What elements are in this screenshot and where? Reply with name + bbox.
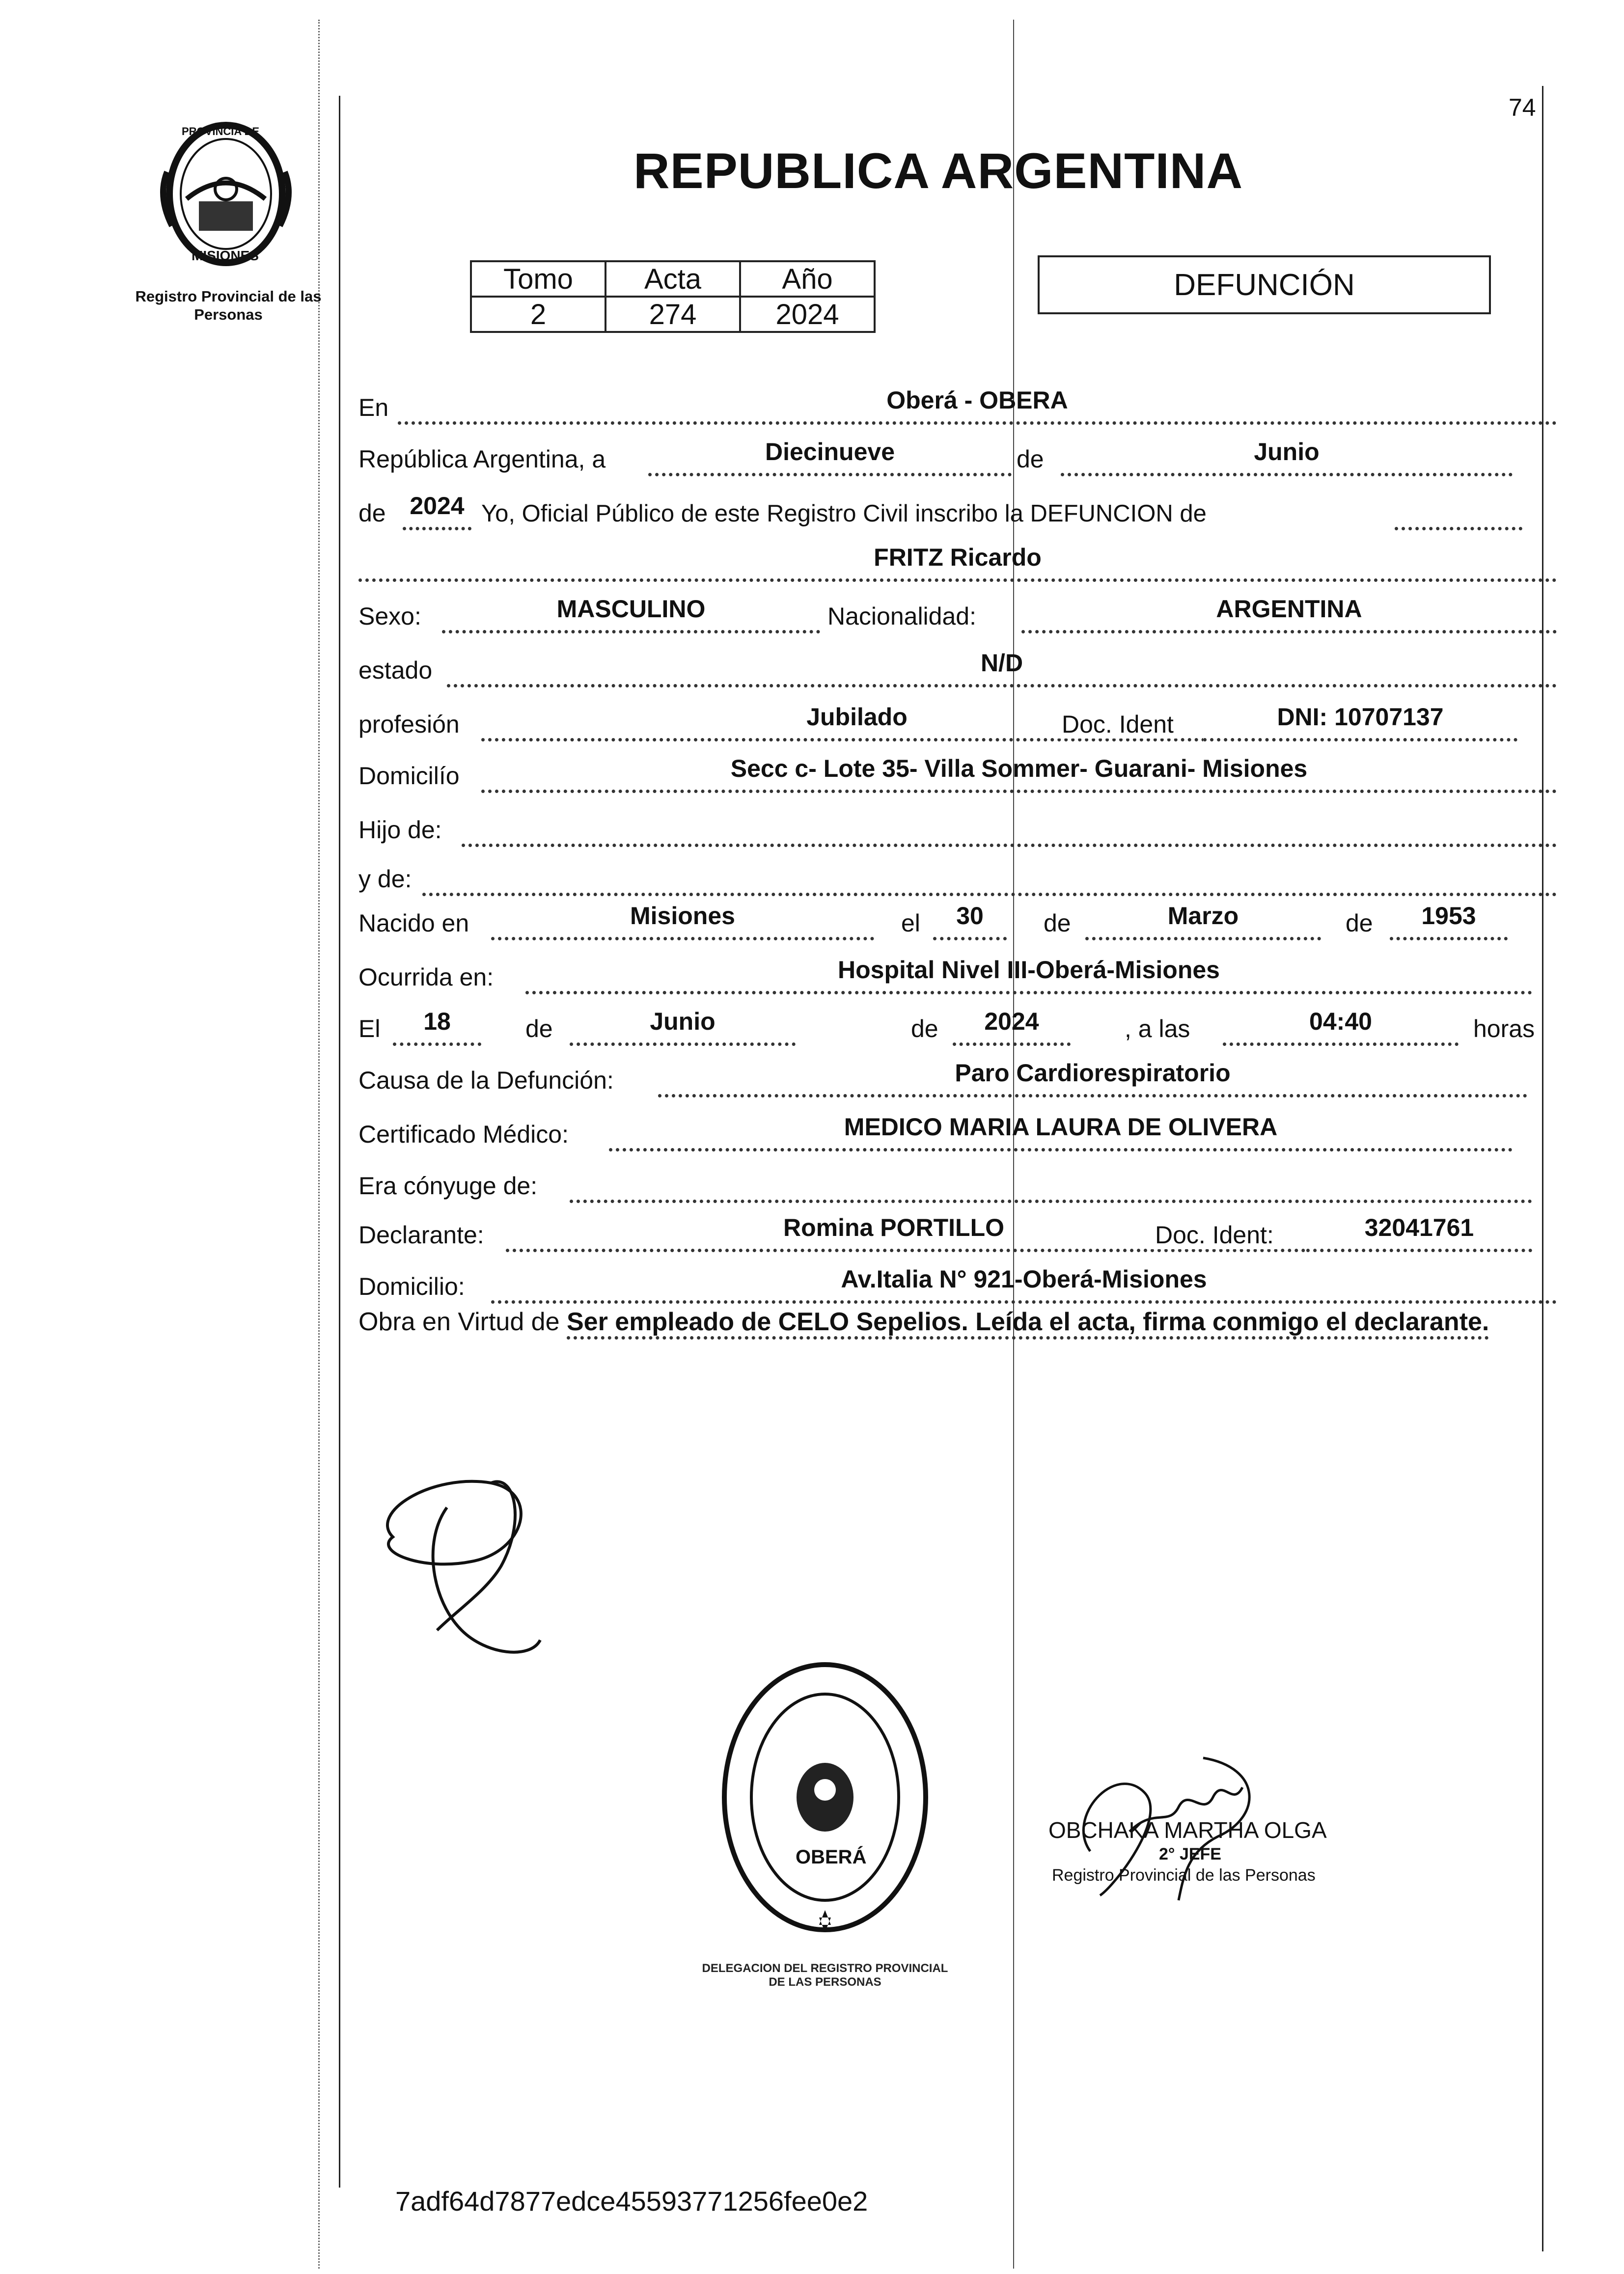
row-profesion — [358, 697, 1557, 744]
label-domicilio: Domicilío — [358, 762, 460, 790]
label-en: En — [358, 394, 389, 421]
label-doc-ident-declarante: Doc. Ident: — [1149, 1221, 1280, 1249]
label-de-2: de — [358, 499, 386, 527]
label-y-de: y de: — [358, 865, 412, 893]
label-estado: estado — [358, 657, 433, 684]
volume-acta: 274 — [606, 297, 740, 332]
row-conyuge — [358, 1159, 1557, 1206]
record-type: DEFUNCIÓN — [1174, 268, 1355, 302]
row-estado — [358, 643, 1557, 690]
document-title: REPUBLICA ARGENTINA — [633, 143, 1243, 199]
field-causa: Paro Cardiorespiratorio — [658, 1059, 1527, 1097]
field-fallecido-anio: 2024 — [953, 1007, 1071, 1046]
volume-table — [470, 260, 876, 333]
label-obra: Obra en Virtud de — [358, 1308, 560, 1336]
volume-header-acta: Acta — [606, 261, 740, 297]
row-fecha — [358, 432, 1557, 479]
field-nacionalidad: ARGENTINA — [1021, 595, 1557, 633]
field-anio: 2024 — [403, 492, 471, 530]
left-margin-dotted-rule — [318, 20, 320, 2269]
field-declarante-domicilio: Av.Italia N° 921-Oberá-Misiones — [491, 1265, 1557, 1304]
field-obra: Ser empleado de CELO Sepelios. Leída el acta, firma conmigo el declarante. — [567, 1308, 1489, 1340]
label-hijo-de: Hijo de: — [358, 816, 442, 844]
seal-top-text: PROVINCIA DE — [182, 125, 260, 137]
field-dia-letras: Diecinueve — [648, 438, 1012, 476]
label-nacionalidad: Nacionalidad: — [827, 603, 976, 630]
official-name: OBCHAKA MARTHA OLGA — [1048, 1817, 1327, 1843]
field-fallecido-dia: 18 — [393, 1007, 481, 1046]
label-causa: Causa de la Defunción: — [358, 1067, 614, 1094]
label-el-nacido: el — [901, 909, 920, 937]
field-ocurrida-en: Hospital Nivel III-Oberá-Misiones — [525, 956, 1532, 994]
label-declarante: Declarante: — [358, 1221, 484, 1249]
row-y-de — [358, 852, 1557, 899]
label-nacido-en: Nacido en — [358, 909, 469, 937]
field-documento: DNI: 10707137 — [1203, 703, 1517, 741]
field-lugar: Oberá - OBERA — [398, 386, 1557, 425]
row-domicilio-declarante — [358, 1260, 1557, 1307]
field-certificado: MEDICO MARIA LAURA DE OLIVERA — [609, 1113, 1513, 1151]
field-profesion: Jubilado — [481, 703, 1404, 741]
row-lugar — [358, 381, 1557, 428]
field-sexo: MASCULINO — [442, 595, 820, 633]
seal-bottom-text: MISIONES — [192, 248, 259, 263]
row-domicilio — [358, 749, 1557, 796]
row-sexo — [358, 589, 1557, 636]
label-a-las: , a las — [1125, 1015, 1190, 1042]
row-certificado — [358, 1107, 1557, 1154]
label-republica: República Argentina, a — [358, 445, 606, 473]
official-role: 2° JEFE — [1159, 1845, 1221, 1863]
delegation-stamp — [707, 1650, 943, 1954]
label-domicilio-declarante: Domicilio: — [358, 1273, 465, 1300]
field-nacido-dia: 30 — [933, 902, 1007, 940]
row-declarante — [358, 1208, 1557, 1255]
field-declarante: Romina PORTILLO — [506, 1213, 1429, 1252]
label-de-1: de — [1017, 445, 1044, 473]
stamp-center-text: OBERÁ — [796, 1846, 867, 1868]
field-yo-blank — [1395, 492, 1522, 530]
volume-tomo: 2 — [471, 297, 606, 332]
field-declarante-doc: 32041761 — [1306, 1213, 1532, 1252]
row-fallecido — [358, 538, 1557, 585]
field-conyuge — [570, 1164, 1532, 1203]
label-de-4: de — [1346, 909, 1373, 937]
row-hijo — [358, 803, 1557, 850]
field-fallecido: FRITZ Ricardo — [358, 543, 1557, 582]
label-conyuge: Era cónyuge de: — [358, 1172, 538, 1200]
volume-anio: 2024 — [740, 297, 875, 332]
page-number: 74 — [1509, 94, 1536, 121]
stamp-ring-text: DELEGACION DEL REGISTRO PROVINCIAL DE LAS PERSONAS — [702, 1962, 948, 1989]
volume-header-anio: Año — [740, 261, 875, 297]
field-hora: 04:40 — [1223, 1007, 1459, 1046]
label-de-6: de — [911, 1015, 938, 1042]
field-domicilio: Secc c- Lote 35- Villa Sommer- Guarani- Misiones — [481, 754, 1557, 793]
label-doc-ident: Doc. Ident — [1056, 710, 1180, 739]
left-margin-rule — [339, 96, 340, 2188]
obra-paragraph — [358, 1301, 1557, 1342]
row-causa — [358, 1053, 1557, 1100]
official-office: Registro Provincial de las Personas — [1052, 1866, 1316, 1885]
row-fecha-defuncion — [358, 1002, 1557, 1049]
field-nacido-en: Misiones — [491, 902, 874, 940]
label-sexo: Sexo: — [358, 603, 421, 630]
label-de-3: de — [1044, 909, 1071, 937]
agency-caption: Registro Provincial de las Personas — [135, 288, 322, 323]
field-estado: N/D — [447, 649, 1557, 687]
label-ocurrida-en: Ocurrida en: — [358, 963, 494, 991]
field-y-de — [422, 857, 1557, 896]
label-certificado: Certificado Médico: — [358, 1121, 569, 1148]
document-hash: 7adf64d7877edce45593771256fee0e2 — [395, 2186, 868, 2217]
row-nacido — [358, 896, 1557, 943]
field-mes: Junio — [1061, 438, 1513, 476]
field-nacido-anio: 1953 — [1390, 902, 1508, 940]
row-ocurrida — [358, 950, 1557, 997]
label-yo: Yo, Oficial Público de este Registro Civil inscribo la DEFUNCION de — [481, 500, 1207, 527]
field-hijo-de — [462, 808, 1557, 847]
row-yo — [358, 486, 1557, 533]
field-fallecido-mes: Junio — [570, 1007, 796, 1046]
label-profesion: profesión — [358, 711, 460, 738]
label-horas: horas — [1473, 1015, 1535, 1042]
record-type-box — [1038, 255, 1491, 314]
declarant-signature — [363, 1453, 570, 1679]
label-el: El — [358, 1015, 381, 1042]
field-nacido-mes: Marzo — [1085, 902, 1321, 940]
label-de-5: de — [525, 1015, 553, 1042]
volume-header-tomo: Tomo — [471, 261, 606, 297]
